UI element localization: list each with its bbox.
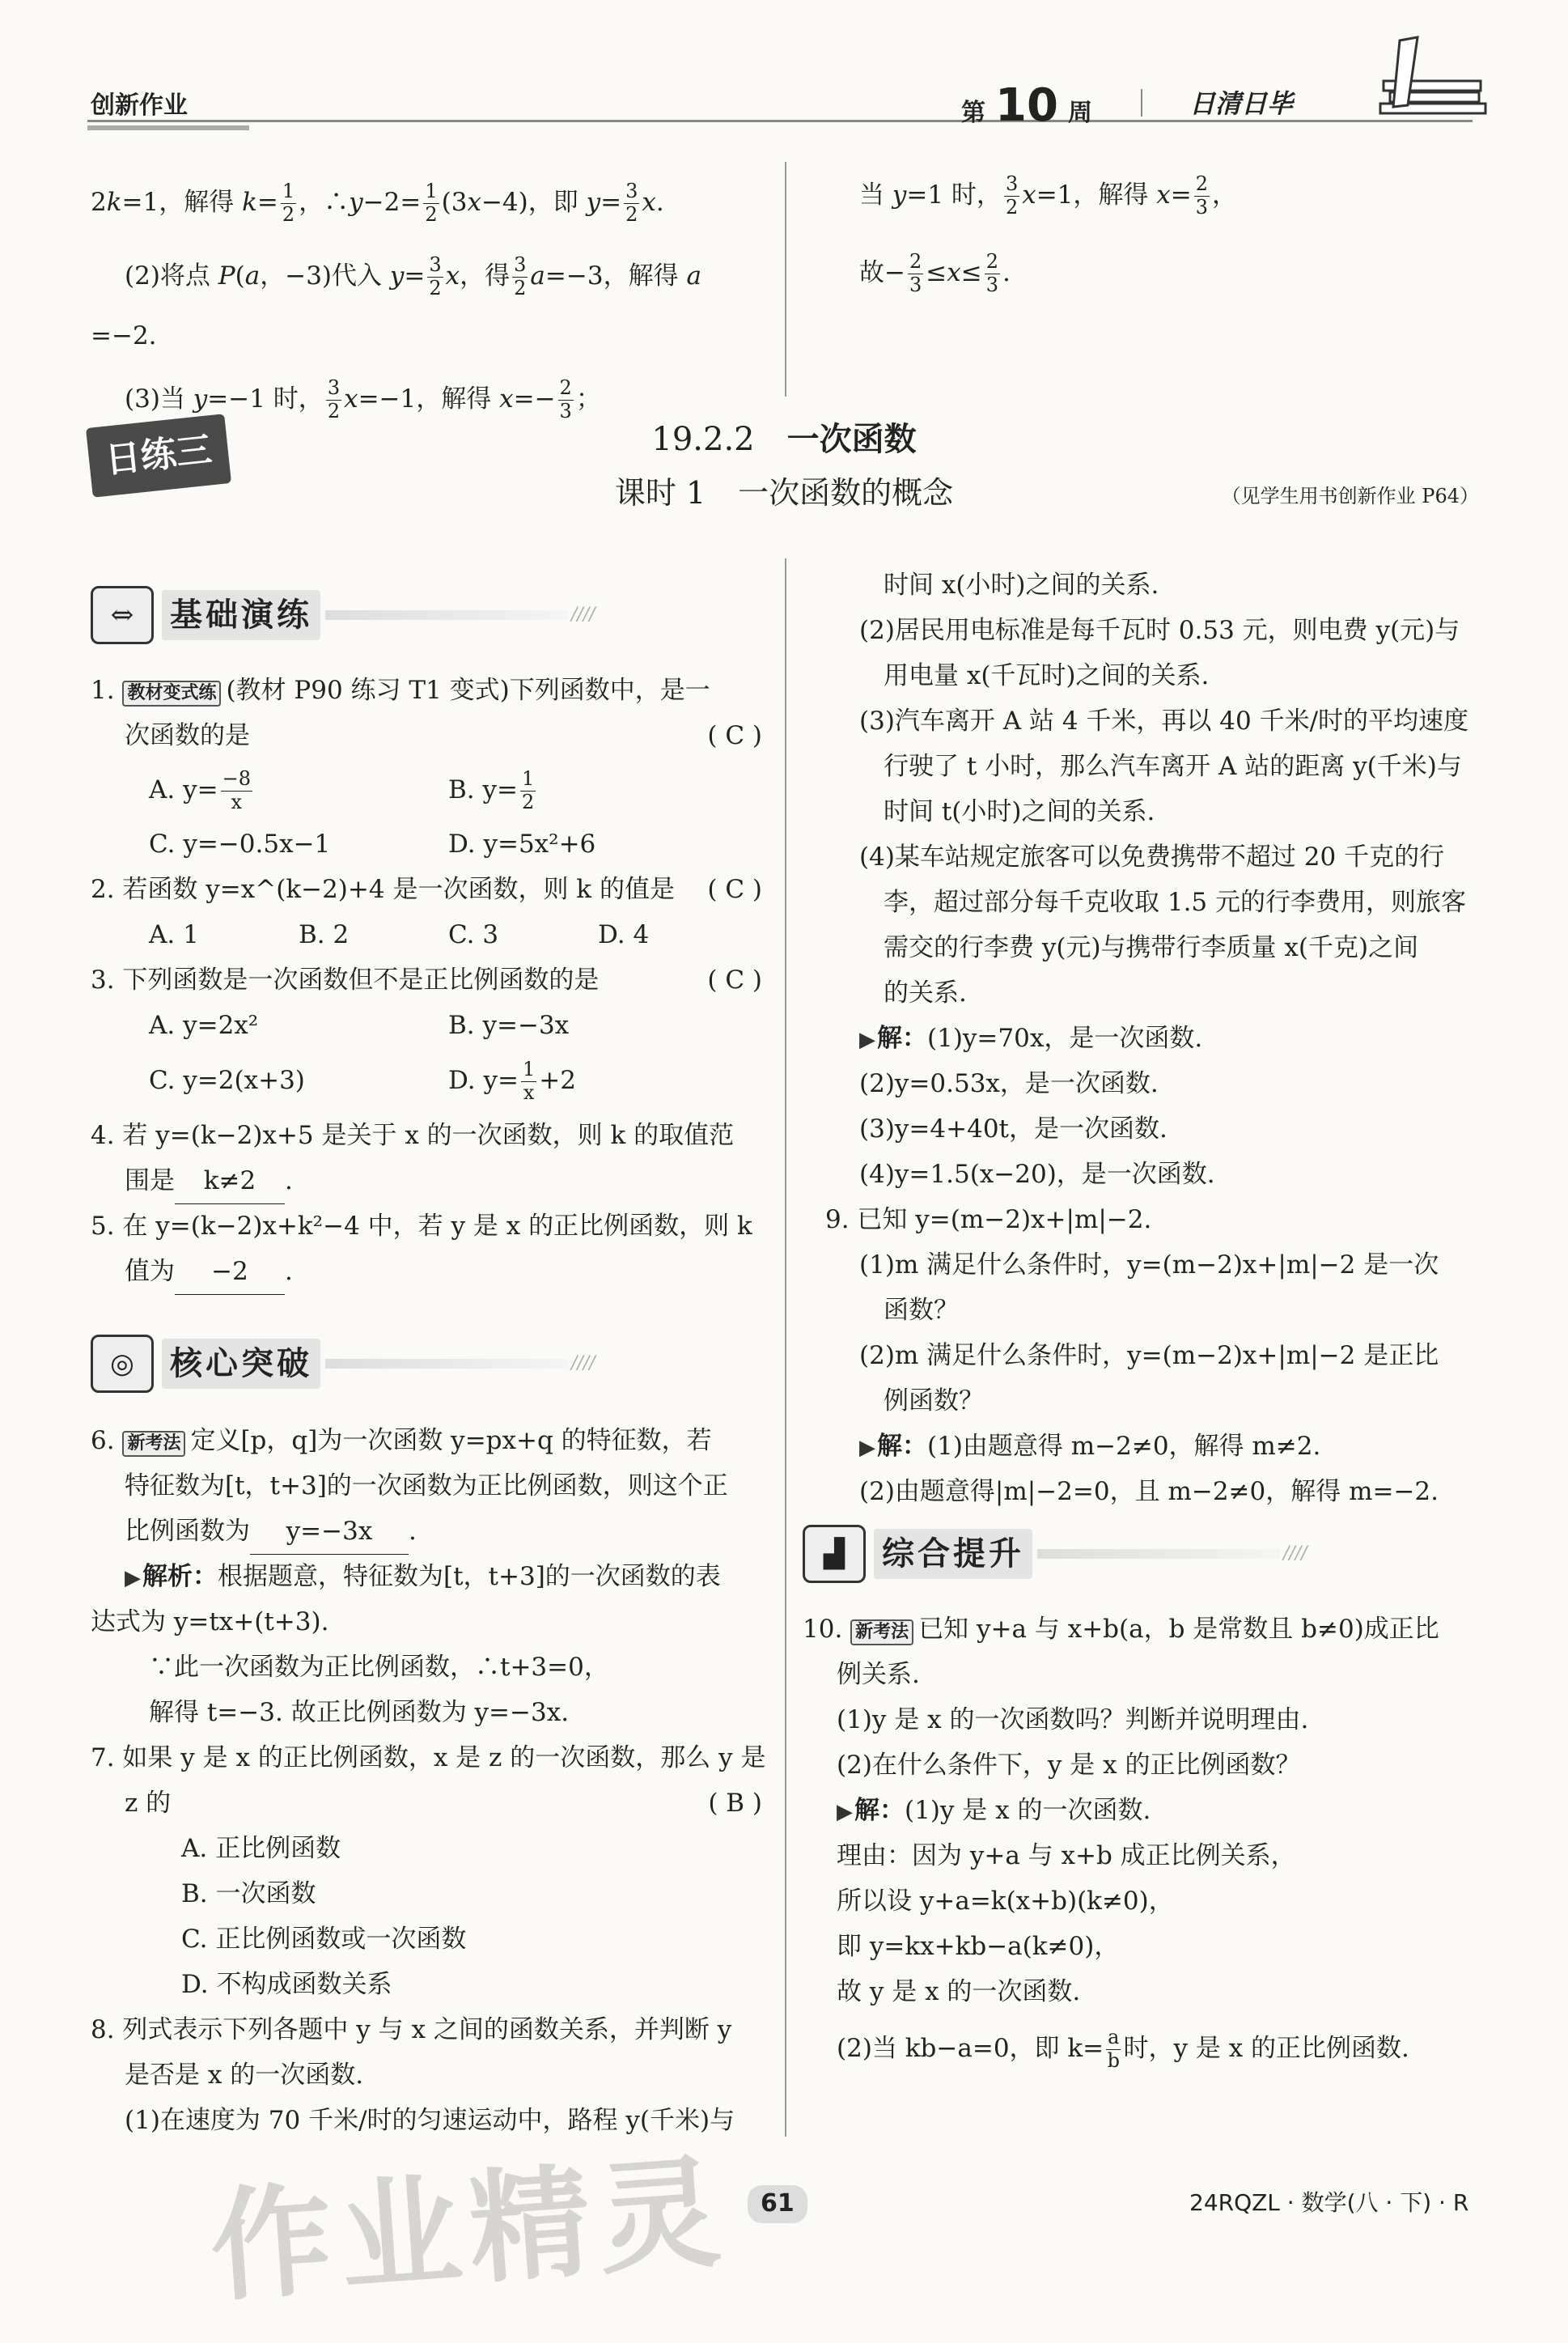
q10-line-3: (1)y 是 x 的一次函数吗？判断并说明理由. [837,1705,1309,1734]
q7-option-b: B. 一次函数 [181,1879,316,1908]
q8-right-3: 用电量 x(千瓦时)之间的关系. [884,661,1210,690]
q1-option-a: A. y= [149,775,218,804]
q8-right-9: 需交的行李费 y(元)与携带行李质量 x(千克)之间 [884,933,1419,962]
q9-line-2: (1)m 满足什么条件时，y=(m−2)x+|m|−2 是一次 [859,1250,1439,1280]
q8-line-1: 8. 列式表示下列各题中 y 与 x 之间的函数关系，并判断 y [91,2015,732,2044]
page-number: 61 [748,2185,807,2223]
q9-solution-2: (2)由题意得|m|−2=0，且 m−2≠0，解得 m=−2. [859,1477,1439,1506]
banner-slashes: //// [571,604,595,625]
q8-right-4: (3)汽车离开 A 站 4 千米，再以 40 千米/时的平均速度 [859,707,1469,736]
banner-slashes: //// [571,1352,595,1373]
q10-line-1: 10. 新考法 已知 y+a 与 x+b(a，b 是常数且 b≠0)成正比 [803,1615,1439,1644]
q1-option-b: B. y= [448,775,518,804]
new-exam-tag: 新考法 [850,1619,913,1645]
section-name: 一次函数 [786,421,917,458]
q8-line-2: 是否是 x 的一次函数. [125,2061,364,2090]
frac: $\frac{2}{3}$ [1195,172,1209,219]
section-core-title: 核心突破 [162,1339,320,1389]
q4-line-2: 围是 k≠2 . [91,1158,762,1203]
q6-analysis-1: ▶解析：根据题意，特征数为[t，t+3]的一次函数的表 [91,1554,762,1599]
header-left-title: 创新作业 [91,91,188,120]
column-divider [785,558,786,2137]
frac: $\frac{3}{2}$ [625,180,638,226]
q5-line-1: 5. 在 y=(k−2)x+k²−4 中，若 y 是 x 的正比例函数，则 k [91,1212,752,1241]
q7-option-a: A. 正比例函数 [181,1834,341,1863]
q8-solution-1: ▶解：(1)y=70x，是一次函数. [825,1016,1489,1061]
q8-right-8: 李，超过部分每千克收取 1.5 元的行李费用，则旅客 [884,888,1467,917]
week-suffix: 周 [1067,99,1092,127]
q9-line-1: 9. 已知 y=(m−2)x+|m|−2. [825,1205,1152,1234]
right-column-questions [825,562,1489,1514]
prev-answer-right [825,158,1489,313]
daily-practice-tag: 日练三 [86,414,231,498]
q8-right-2: (2)居民用电标准是每千瓦时 0.53 元，则电费 y(元)与 [859,616,1460,645]
q3-option-d: D. y= [448,1066,519,1095]
q1-options-ab [91,758,762,821]
q5-answer-blank: −2 [175,1249,285,1295]
frac: $\frac{3}{2}$ [327,376,341,422]
books-pen-icon [1367,32,1497,121]
q9-line-5: 例函数？ [884,1386,984,1416]
q6-stem: 定义[p，q]为一次函数 y=px+q 的特征数，若 [190,1426,712,1455]
frac: $\frac{a}{b}$ [1107,2026,1121,2072]
q3-answer: ( C ) [707,966,762,995]
q10-line-4: (2)在什么条件下，y 是 x 的正比例函数？ [837,1751,1301,1780]
student-book-reference: （见学生用书创新作业 P64） [1221,485,1479,507]
q5-prompt: 值为 [125,1257,175,1286]
q6-prompt: 比例函数为 [125,1517,250,1546]
q8-solution-3: (3)y=4+40t，是一次函数. [859,1114,1168,1144]
q10-solution-1: ▶解：(1)y 是 x 的一次函数. [803,1788,1490,1833]
q8-right-10: 的关系. [884,978,967,1008]
q7-stem-2: z 的 [125,1789,172,1818]
q3-options-cd: C. y=2(x+3) D. y= $\frac{1}{x}$ +2 [91,1048,762,1113]
q4-prompt: 围是 [125,1166,175,1195]
section-basic-title: 基础演练 [162,590,320,640]
prev-right-line-1: 当 y=1 时， $\frac{3}{2}$ x=1，解得 x= $\frac{2}{3}$ ， [859,172,1238,219]
q2-option-c: C. 3 [448,920,499,949]
prev-line-1: 2k=1，解得 k= $\frac{1}{2}$ ，∴y−2= $\frac{1}{2}$ (3x−4)，即 y= $\frac{3}{2}$ x. [91,180,664,226]
frac: $\frac{3}{2}$ [429,253,442,299]
q2-stem-line [91,867,762,912]
frac: $\frac{1}{x}$ [522,1058,536,1104]
q9-line-3: 函数？ [884,1296,959,1325]
frac: $\frac{1}{2}$ [521,767,535,813]
q3-option-c: C. y=2(x+3) [149,1066,305,1095]
q1-option-d: D. y=5x²+6 [448,830,596,859]
q3-stem-line [91,957,762,1003]
column-divider-top [785,162,786,397]
q2-option-b: B. 2 [299,920,350,949]
q10-solution-4: 即 y=kx+kb−a(k≠0)， [837,1932,1120,1961]
q1-stem: (教材 P90 练习 T1 变式)下列函数中，是一 [226,676,710,705]
q8-right-7: (4)某车站规定旅客可以免费携带不超过 20 千克的行 [859,843,1445,872]
textbook-variant-tag: 教材变式练 [122,681,221,707]
left-column-questions [91,668,762,1294]
arrow-icon: ▶ [859,1436,875,1460]
q7-option-d: D. 不构成函数关系 [181,1970,392,1999]
header-week [961,71,1092,142]
frac: $\frac{3}{2}$ [1005,172,1019,219]
q7-line-1: 7. 如果 y 是 x 的正比例函数，x 是 z 的一次函数，那么 y 是 [91,1743,766,1772]
q6-answer-blank: y=−3x [250,1509,409,1555]
q3-stem: 3. 下列函数是一次函数但不是正比例函数的是 [91,966,600,995]
q6-analysis-3: ∵此一次函数为正比例函数，∴t+3=0， [149,1653,609,1682]
prev-line-3: =−2. [91,321,157,350]
header-rule-accent [87,125,249,130]
banner-stripe [1037,1549,1280,1559]
q8-line-3: (1)在速度为 70 千米/时的匀速运动中，路程 y(千米)与 [125,2106,735,2135]
solution-label: 解： [877,1024,927,1053]
bar-chart-icon: ▟ [803,1525,866,1583]
lesson-number: 课时 1 [614,475,706,511]
section-title [0,414,1568,465]
prev-line-4: (3)当 y=−1 时， $\frac{3}{2}$ x=−1，解得 x=− $\frac{2}{3}$ ； [125,376,601,422]
watermark: 作业精灵 [206,2141,733,2320]
frac: $\frac{2}{3}$ [909,250,922,296]
banner-stripe [325,1359,568,1369]
q9-line-4: (2)m 满足什么条件时，y=(m−2)x+|m|−2 是正比 [859,1341,1439,1370]
q1-answer: ( C ) [707,721,762,750]
frac: $\frac{-8}{x}$ [222,767,251,813]
target-icon: ◎ [91,1335,154,1393]
q2-option-a: A. 1 [149,920,199,949]
q10-solution-6: (2)当 kb−a=0，即 k= $\frac{a}{b}$ 时，y 是 x 的正比例函数. [837,2026,1409,2072]
q8-solution-2: (2)y=0.53x，是一次函数. [859,1069,1159,1098]
q6-line-2: 特征数为[t，t+3]的一次函数为正比例函数，则这个正 [125,1471,728,1500]
q8-solution-4: (4)y=1.5(x−20)，是一次函数. [859,1160,1215,1189]
q10-solution-3: 所以设 y+a=k(x+b)(k≠0)， [837,1887,1174,1916]
book-code: 24RQZL · 数学(八 · 下) · R [1189,2189,1469,2216]
q6-line-3: 比例函数为 y=−3x . [91,1509,762,1554]
banner-slashes: //// [1283,1543,1307,1564]
week-number: 10 [995,79,1058,132]
lesson-name: 一次函数的概念 [738,475,954,511]
banner-stripe [325,610,568,620]
frac: $\frac{3}{2}$ [514,253,527,299]
header-brand: 日清日毕 [1189,88,1294,119]
left-column-core [91,1418,766,2143]
q3-options-ab [91,1003,762,1048]
section-banner-comprehensive [803,1526,1307,1582]
q3-option-b: B. y=−3x [448,1011,570,1040]
q7-line-2 [91,1781,762,1826]
q9-solution-1: ▶解：(1)由题意得 m−2≠0，解得 m≠2. [825,1424,1489,1469]
q8-right-6: 时间 t(小时)之间的关系. [884,797,1155,826]
frac: $\frac{1}{2}$ [425,180,438,226]
q4-line-1: 4. 若 y=(k−2)x+5 是关于 x 的一次函数，则 k 的取值范 [91,1121,735,1150]
q1-stem-2: 次函数的是 [125,721,250,750]
q1-line-2 [91,713,762,758]
week-prefix: 第 [961,99,985,127]
q1-options-cd [91,821,762,867]
header-separator [1141,89,1142,117]
q1-option-c: C. y=−0.5x−1 [149,830,331,859]
q8-right-5: 行驶了 t 小时，那么汽车离开 A 站的距离 y(千米)与 [884,752,1462,781]
q10-solution-2: 理由：因为 y+a 与 x+b 成正比例关系， [837,1841,1296,1870]
q7-answer: ( B ) [708,1789,762,1818]
q8-right-1: 时间 x(小时)之间的关系. [884,571,1159,600]
q1-line-1: 1. 教材变式练 (教材 P90 练习 T1 变式)下列函数中，是一 [91,676,710,705]
q2-option-d: D. 4 [598,920,650,949]
section-number: 19.2.2 [651,421,755,458]
q10-solution-5: 故 y 是 x 的一次函数. [837,1977,1081,2006]
prev-line-2: (2)将点 P(a，−3)代入 y= $\frac{3}{2}$ x，得 $\frac{3}{2}$ a=−3，解得 a [125,253,701,299]
q4-answer-blank: k≠2 [175,1158,285,1204]
prev-answer-left [91,166,762,439]
q6-line-1: 6. 新考法 定义[p，q]为一次函数 y=px+q 的特征数，若 [91,1426,712,1455]
q10-stem: 已知 y+a 与 x+b(a，b 是常数且 b≠0)成正比 [918,1615,1439,1644]
q7-option-c: C. 正比例函数或一次函数 [181,1925,467,1954]
q2-answer: ( C ) [707,875,762,904]
new-exam-tag: 新考法 [122,1431,185,1457]
q2-options [91,912,762,957]
solution-label: 解： [877,1432,927,1461]
q6-analysis-2: 达式为 y=tx+(t+3). [91,1607,329,1636]
frac: $\frac{1}{2}$ [282,180,295,226]
arrows-icon: ⇔ [91,586,154,644]
analysis-label: 解析： [142,1562,218,1591]
arrow-icon: ▶ [859,1028,875,1052]
q6-analysis-4: 解得 t=−3. 故正比例函数为 y=−3x. [149,1698,570,1727]
frac: $\frac{2}{3}$ [985,250,998,296]
section-comprehensive-title: 综合提升 [874,1529,1032,1579]
q2-stem: 2. 若函数 y=x^(k−2)+4 是一次函数，则 k 的值是 [91,875,675,904]
right-column-comprehensive [803,1607,1490,2082]
solution-label: 解： [854,1796,905,1825]
arrow-icon: ▶ [125,1566,141,1590]
arrow-icon: ▶ [837,1800,853,1824]
q10-line-2: 例关系. [837,1660,920,1689]
section-banner-basic [91,587,595,643]
prev-right-line-2: 故− $\frac{2}{3}$ ≤x≤ $\frac{2}{3}$ . [859,250,1011,296]
frac: $\frac{2}{3}$ [559,376,572,422]
section-banner-core [91,1335,595,1392]
q5-line-2: 值为 −2 . [91,1249,762,1294]
q3-option-a: A. y=2x² [149,1011,259,1040]
